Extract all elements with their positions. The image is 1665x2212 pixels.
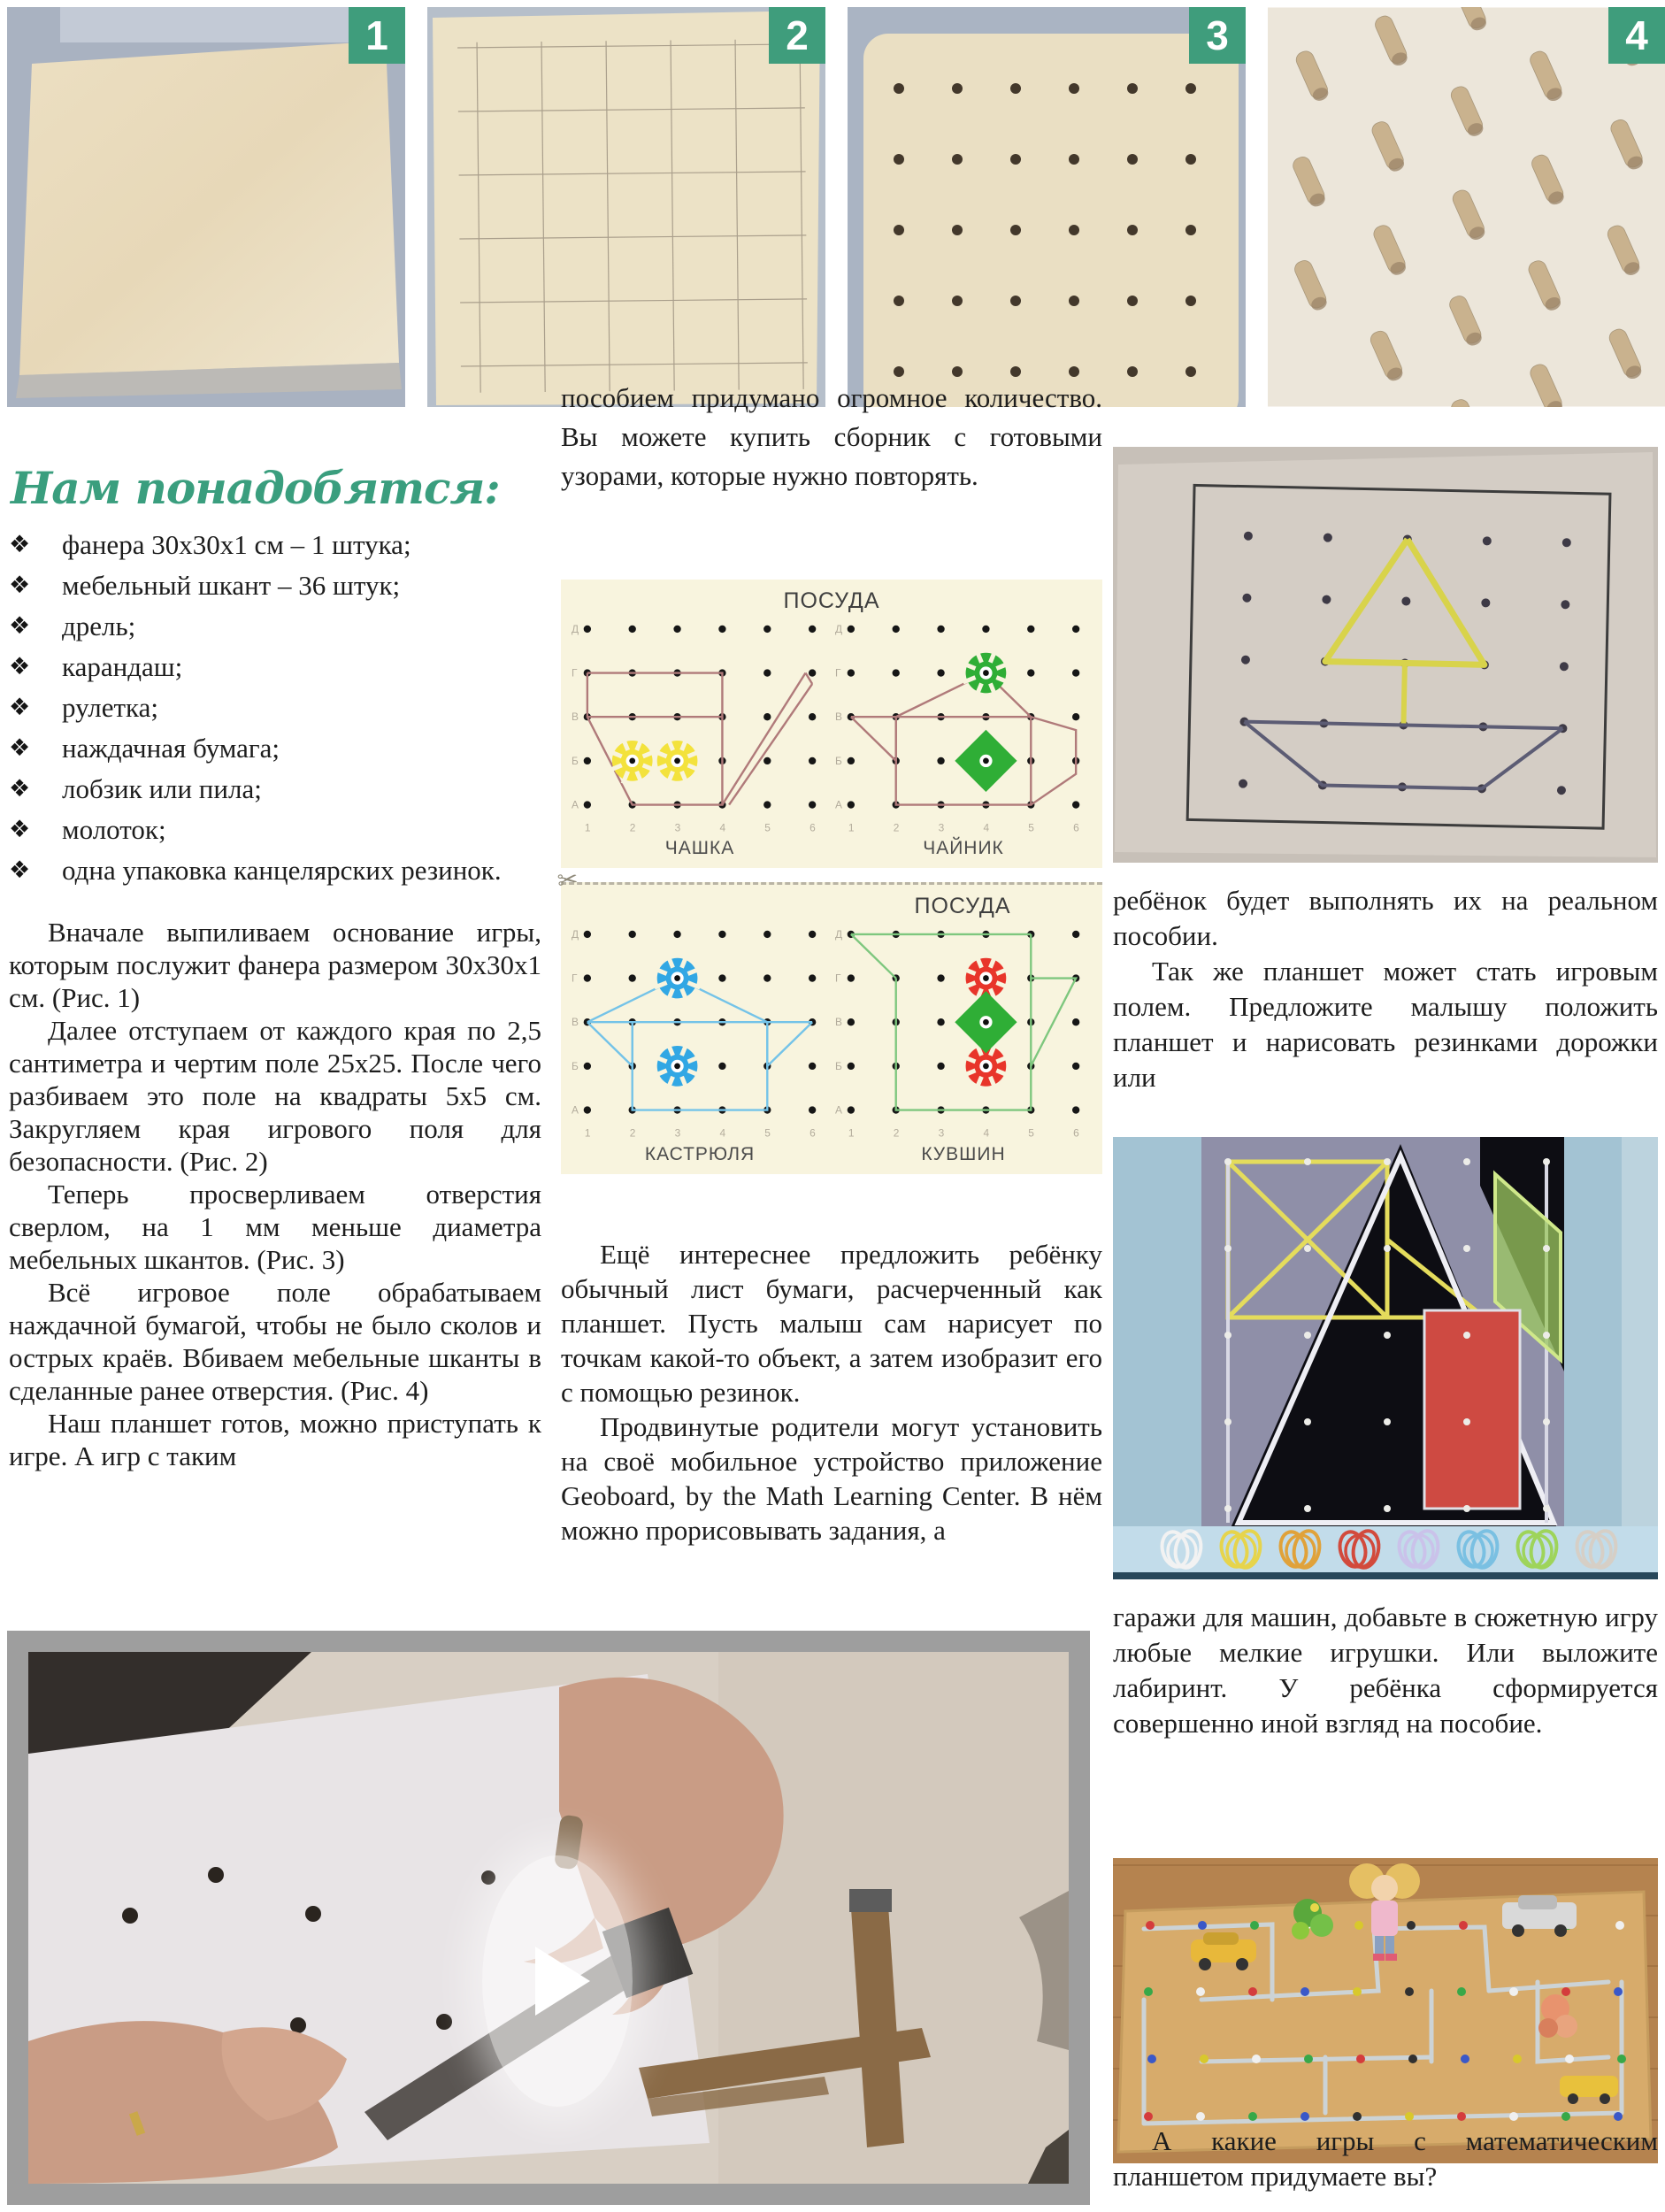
photo-step-2 — [427, 7, 825, 407]
svg-text:1: 1 — [848, 821, 855, 834]
pegs-closeup-graphic — [1268, 7, 1665, 407]
materials-list — [9, 528, 541, 887]
plywood-grid-graphic — [427, 7, 825, 407]
figure-label: КУВШИН — [921, 1143, 1006, 1164]
section-header: Нам понадобятся: — [11, 462, 500, 514]
svg-text:5: 5 — [764, 1126, 771, 1140]
scissors-icon: ✂ — [556, 864, 580, 896]
svg-text:3: 3 — [674, 821, 681, 834]
svg-text:Д: Д — [571, 928, 579, 941]
pattern-card — [561, 580, 1102, 868]
labyrinth-graphic — [1113, 1858, 1658, 2163]
photo-paper-sailboat — [1113, 447, 1658, 863]
diamond-bullet-icon: ❖ — [9, 775, 31, 803]
pattern-figure-svg — [832, 920, 1095, 1141]
video-thumbnail — [7, 1631, 1090, 2205]
list-item — [9, 854, 541, 887]
svg-text:Д: Д — [571, 622, 579, 635]
list-item-text: дрель; — [62, 611, 136, 641]
card-title: ПОСУДА — [914, 894, 1011, 919]
svg-text:4: 4 — [719, 821, 726, 834]
svg-text:Д: Д — [834, 928, 843, 941]
list-item — [9, 772, 541, 806]
pattern-card — [556, 864, 1102, 1173]
svg-text:2: 2 — [893, 821, 900, 834]
right-text-3 — [1113, 2124, 1658, 2194]
pattern-cards — [556, 580, 1102, 1188]
paragraph: Так же планшет может стать игровым полем. Предложите малышу положить планшет и нарисовать резинками дорожки или — [1113, 956, 1658, 1093]
svg-text:Д: Д — [834, 622, 843, 635]
photo-labyrinth — [1113, 1858, 1658, 2163]
svg-text:Б: Б — [834, 754, 842, 767]
drilled-board-graphic — [848, 7, 1246, 407]
list-item — [9, 813, 541, 847]
svg-text:6: 6 — [1073, 821, 1079, 834]
pattern-figure-svg — [568, 920, 832, 1141]
card-title: ПОСУДА — [783, 588, 880, 613]
pattern-figure-svg — [832, 615, 1095, 836]
photo-geoboard-app — [1113, 1137, 1658, 1579]
svg-text:2: 2 — [893, 1126, 900, 1140]
list-item — [9, 732, 541, 765]
play-icon — [535, 1947, 590, 2016]
svg-text:3: 3 — [938, 1126, 945, 1140]
left-column — [9, 462, 541, 1472]
paragraph: А какие игры с математическим планшетом придумаете вы? — [1113, 2125, 1658, 2192]
svg-text:5: 5 — [1028, 1126, 1034, 1140]
svg-text:6: 6 — [809, 821, 816, 834]
list-item — [9, 569, 541, 603]
list-item-text: фанера 30х30х1 см – 1 штука; — [62, 529, 411, 560]
svg-text:3: 3 — [674, 1126, 681, 1140]
diamond-bullet-icon: ❖ — [9, 734, 31, 762]
paper-sailboat-graphic — [1113, 447, 1658, 863]
svg-text:1: 1 — [584, 1126, 591, 1140]
paragraph: ребёнок будет выполнять их на реальном пособии. — [1113, 885, 1658, 951]
pattern-figure — [568, 615, 832, 863]
diamond-bullet-icon: ❖ — [9, 572, 31, 599]
pattern-figure — [832, 920, 1095, 1168]
svg-text:В: В — [834, 710, 842, 724]
svg-text:В: В — [571, 710, 579, 724]
figure-label: ЧАШКА — [664, 838, 735, 859]
pattern-figure — [832, 615, 1095, 863]
svg-text:1: 1 — [584, 821, 591, 834]
svg-text:А: А — [834, 1103, 842, 1117]
diamond-bullet-icon: ❖ — [9, 856, 31, 884]
step-number-badge: 3 — [1189, 7, 1246, 64]
right-text-2 — [1113, 1600, 1658, 1741]
list-item-text: карандаш; — [62, 651, 183, 682]
list-item-text: одна упаковка канцелярских резинок. — [62, 855, 502, 886]
list-item-text: молоток; — [62, 814, 166, 845]
list-item — [9, 691, 541, 725]
svg-text:5: 5 — [1028, 821, 1034, 834]
svg-text:1: 1 — [848, 1126, 855, 1140]
diamond-bullet-icon: ❖ — [9, 653, 31, 680]
right-text-1 — [1113, 883, 1658, 1095]
paragraph: пособием придумано огромное количество. Вы можете купить сборник с готовыми узорами, которые нужно повторять. — [561, 382, 1102, 491]
list-item-text: рулетка; — [62, 692, 158, 723]
pattern-figure — [568, 920, 832, 1168]
svg-text:А: А — [571, 798, 579, 811]
svg-text:4: 4 — [983, 1126, 990, 1140]
svg-text:2: 2 — [629, 821, 636, 834]
step-number-badge: 1 — [349, 7, 405, 64]
photo-step-3 — [848, 7, 1246, 407]
figure-label: ЧАЙНИК — [923, 838, 1004, 859]
list-item-text: лобзик или пила; — [62, 773, 262, 804]
instructions-text — [9, 916, 541, 1472]
paragraph: Всё игровое поле обрабатываем наждачной бумагой, чтобы не было сколов и острых краёв. Вбиваем мебельные шканты в сделанные ранее отверстия. (Рис. 4) — [9, 1277, 541, 1406]
plywood-sheet-graphic — [7, 7, 405, 407]
svg-text:Б: Б — [834, 1060, 842, 1073]
figure-label: КАСТРЮЛЯ — [644, 1143, 756, 1164]
svg-text:Г: Г — [834, 666, 841, 680]
diamond-bullet-icon: ❖ — [9, 531, 31, 558]
photo-step-4 — [1268, 7, 1665, 407]
paragraph: Теперь просверливаем отверстия сверлом, на 1 мм меньше диаметра мебельных шкантов. (Рис. 3) — [9, 1179, 541, 1275]
step-number-badge: 4 — [1608, 7, 1665, 64]
diamond-bullet-icon: ❖ — [9, 816, 31, 843]
list-item — [9, 528, 541, 562]
list-item-text: мебельный шкант – 36 штук; — [62, 570, 401, 601]
svg-text:Г: Г — [834, 972, 841, 985]
list-item — [9, 650, 541, 684]
diamond-bullet-icon: ❖ — [9, 612, 31, 640]
svg-text:Б: Б — [571, 754, 579, 767]
middle-bottom-text — [561, 1237, 1102, 1548]
red-band-rect — [1424, 1310, 1520, 1509]
diamond-bullet-icon: ❖ — [9, 694, 31, 721]
middle-top-text — [561, 379, 1102, 495]
svg-text:4: 4 — [983, 821, 990, 834]
svg-text:6: 6 — [1073, 1126, 1079, 1140]
svg-text:6: 6 — [809, 1126, 816, 1140]
svg-text:Г: Г — [571, 666, 578, 680]
svg-text:А: А — [571, 1103, 579, 1117]
svg-text:5: 5 — [764, 821, 771, 834]
svg-text:Б: Б — [571, 1060, 579, 1073]
svg-text:А: А — [834, 798, 842, 811]
list-item — [9, 610, 541, 643]
svg-text:4: 4 — [719, 1126, 726, 1140]
paragraph: Наш планшет готов, можно приступать к игре. А игр с таким — [9, 1408, 541, 1471]
video-play-button[interactable] — [482, 1855, 633, 2107]
pattern-figure-svg — [568, 615, 832, 836]
paragraph: Ещё интереснее предложить ребёнку обычный лист бумаги, расчерченный как планшет. Пусть малыш сам нарисует по точкам какой-то объект, а затем изобразит его с помощью резинок. — [561, 1239, 1102, 1408]
paragraph: гаражи для машин, добавьте в сюжетную игру любые мелкие игрушки. Или выложите лабиринт. У ребёнка сформируется совершенно иной взгляд на пособие. — [1113, 1601, 1658, 1739]
list-item-text: наждачная бумага; — [62, 733, 280, 764]
geoboard-app-graphic — [1113, 1137, 1658, 1579]
photo-step-1 — [7, 7, 405, 407]
svg-text:В: В — [571, 1016, 579, 1029]
svg-text:В: В — [834, 1016, 842, 1029]
svg-text:2: 2 — [629, 1126, 636, 1140]
svg-text:Г: Г — [571, 972, 578, 985]
paragraph: Продвинутые родители могут установить на своё мобильное устройство приложение Geoboard, by the Math Learning Center. В нём можно прорисовывать задания, а — [561, 1411, 1102, 1546]
step-number-badge: 2 — [769, 7, 825, 64]
paragraph: Вначале выпиливаем основание игры, которым послужит фанера размером 30х30х1 см. (Рис. 1) — [9, 917, 541, 1013]
svg-text:3: 3 — [938, 821, 945, 834]
paragraph: Далее отступаем от каждого края по 2,5 сантиметра и чертим поле 25х25. После чего разбиваем это поле на квадраты 5х5 см. Закругляем края игрового поля для безопасности. (Рис. 2) — [9, 1015, 541, 1177]
